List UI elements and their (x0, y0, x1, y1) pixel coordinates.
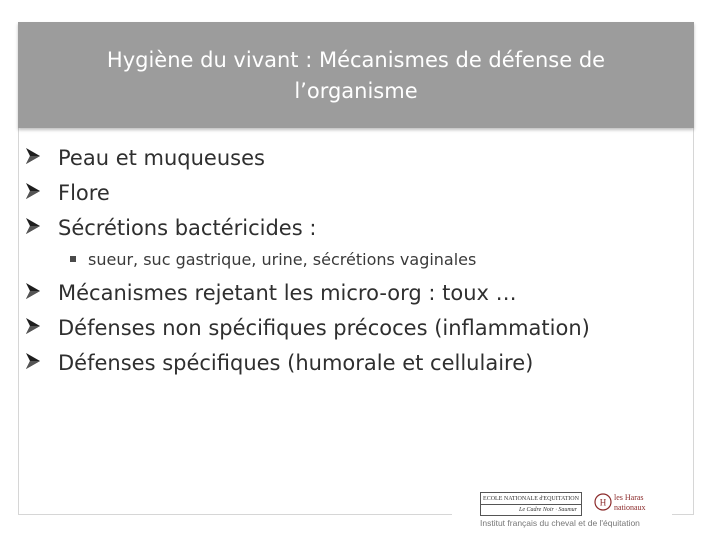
bullet-text: Peau et muqueuses (58, 145, 265, 170)
ene-logo-line2: Le Cadre Noir · Saumur (519, 507, 577, 513)
arrowhead-bullet-icon (24, 315, 58, 336)
bullet-text: Mécanismes rejetant les micro-org : toux … (58, 280, 517, 305)
bullet-item (24, 350, 704, 385)
bullet-list (24, 145, 704, 385)
arrowhead-bullet-icon (24, 145, 58, 166)
square-bullet-icon (70, 256, 76, 262)
bullet-text: Défenses spécifiques (humorale et cellulaire) (58, 350, 534, 375)
bullet-text: Flore (58, 180, 110, 205)
bullet-item (24, 180, 704, 215)
arrowhead-bullet-icon (24, 215, 58, 236)
bullet-item (24, 215, 704, 250)
arrowhead-bullet-icon (24, 350, 58, 371)
ifce-caption: Institut français du cheval et de l'équitation (480, 518, 640, 528)
svg-text:H: H (599, 497, 607, 508)
haras-logo (594, 492, 664, 518)
footer-logos (452, 488, 672, 532)
bullet-item (24, 145, 704, 180)
slide-title: Hygiène du vivant : Mécanismes de défense de l’organisme (106, 48, 606, 103)
bullet-item (24, 315, 704, 350)
sub-bullet-text: sueur, suc gastrique, urine, sécrétions vaginales (88, 250, 477, 269)
ene-logo-line1: ECOLE NATIONALE d'EQUITATION (481, 494, 581, 505)
sub-bullet-item (24, 250, 704, 280)
arrowhead-bullet-icon (24, 180, 58, 201)
bullet-text: Défenses non spécifiques précoces (inflammation) (58, 315, 590, 340)
title-band (18, 22, 694, 128)
bullet-item (24, 280, 704, 315)
haras-logo-text: les Haras nationaux (614, 493, 646, 512)
ene-logo (480, 492, 582, 516)
arrowhead-bullet-icon (24, 280, 58, 301)
bullet-text: Sécrétions bactéricides : (58, 215, 317, 240)
